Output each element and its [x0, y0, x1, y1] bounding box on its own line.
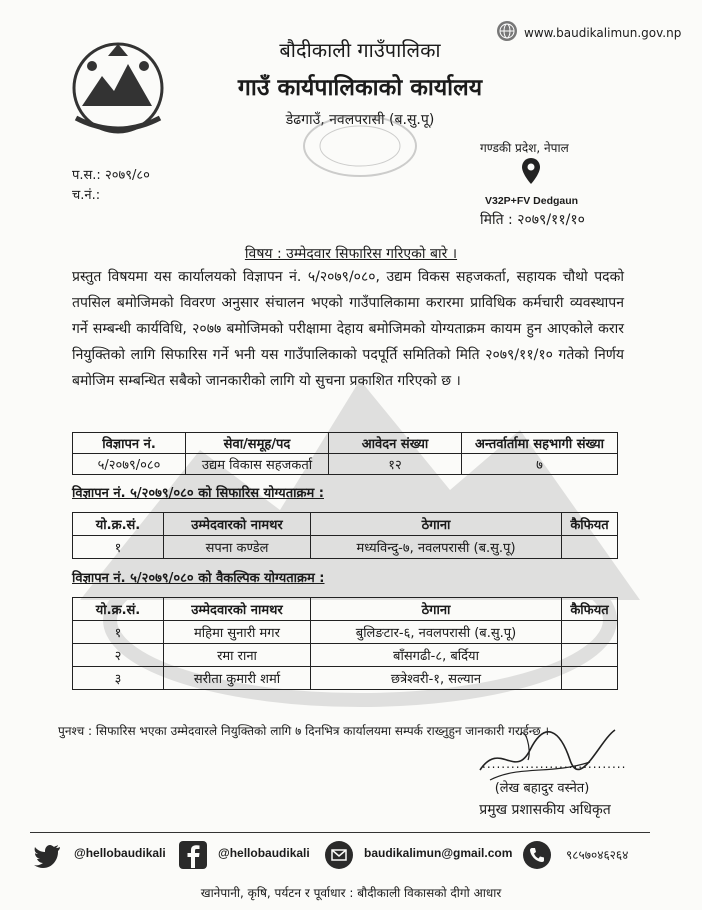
- patra-sankhya: प.स.: २०७९/८०: [72, 168, 150, 183]
- table-header-row: [73, 598, 618, 621]
- table-header: ठेगाना: [311, 513, 562, 536]
- table-cell: [562, 621, 618, 644]
- office-name: गाउँ कार्यपालिकाको कार्यालय: [237, 75, 483, 101]
- signatory-name: (लेख बहादुर वस्नेत): [494, 781, 590, 796]
- table-row: [73, 644, 618, 667]
- table-cell: महिमा सुनारी मगर: [164, 621, 311, 644]
- table-cell: १: [73, 536, 164, 559]
- office-address: डेढगाउँ, नवलपरासी (ब.सु.पू): [285, 112, 435, 128]
- location-pin-icon: [522, 158, 540, 184]
- province-label: गण्डकी प्रदेश, नेपाल: [480, 141, 569, 155]
- table-cell: रमा राना: [164, 644, 311, 667]
- table-header: उम्मेदवारको नामथर: [164, 598, 311, 621]
- facebook-icon: [178, 840, 208, 870]
- subject-text: विषय : उम्मेदवार सिफारिस गरिएको बारे ।: [244, 246, 458, 262]
- table-cell: मध्यविन्दु-७, नवलपरासी (ब.सु.पू): [311, 536, 562, 559]
- chalani-number: च.नं.:: [72, 188, 101, 203]
- table-cell: ७: [462, 454, 618, 475]
- subject-line: [0, 244, 702, 263]
- table-row: [73, 454, 618, 475]
- table-cell: [562, 667, 618, 690]
- office-stamp: [300, 112, 420, 180]
- table-header: कैफियत: [562, 598, 618, 621]
- municipality-name: बौदीकाली गाउँपालिका: [279, 38, 441, 62]
- footer-tagline: खानेपानी, कृषि, पर्यटन र पूर्वाधार : बौदीकाली विकासको दीगो आधार: [200, 886, 502, 900]
- table-cell: बुलिङटार-६, नवलपरासी (ब.सु.पू): [311, 621, 562, 644]
- recommended-table: [72, 512, 618, 559]
- website-link[interactable]: www.baudikalimun.gov.np: [524, 26, 682, 40]
- email-address[interactable]: baudikalimun@gmail.com: [364, 846, 513, 860]
- table-cell: उद्यम विकास सहजकर्ता: [186, 454, 329, 475]
- table-cell: ५/२०७९/०८०: [73, 454, 186, 475]
- table-cell: ३: [73, 667, 164, 690]
- table-header: ठेगाना: [311, 598, 562, 621]
- table-row: [73, 667, 618, 690]
- table-cell: १: [73, 621, 164, 644]
- letter-date: मिति : २०७९/११/१०: [480, 212, 585, 228]
- table-cell: १२: [329, 454, 462, 475]
- table-header-row: [73, 433, 618, 454]
- signature-line: ..............................: [482, 757, 627, 771]
- table-cell: २: [73, 644, 164, 667]
- table-cell: छत्रेश्वरी-१, सल्यान: [311, 667, 562, 690]
- table-header: विज्ञापन नं.: [73, 433, 186, 454]
- table-header: सेवा/समूह/पद: [186, 433, 329, 454]
- twitter-handle[interactable]: @hellobaudikali: [74, 846, 166, 860]
- mail-icon: [324, 840, 354, 870]
- nepal-emblem-icon: [62, 36, 174, 138]
- phone-icon: [522, 840, 552, 870]
- table-header-row: [73, 513, 618, 536]
- table-header: उम्मेदवारको नामथर: [164, 513, 311, 536]
- signatory-title: प्रमुख प्रशासकीय अधिकृत: [479, 802, 611, 818]
- alternate-section-title: विज्ञापन नं. ५/२०७९/०८० को वैकल्पिक योग्यताक्रम :: [72, 571, 325, 586]
- vacancy-table: [72, 432, 618, 475]
- table-cell: बाँसगढी-८, बर्दिया: [311, 644, 562, 667]
- table-row: [73, 536, 618, 559]
- table-cell: [562, 536, 618, 559]
- facebook-handle[interactable]: @hellobaudikali: [218, 846, 310, 860]
- table-cell: सपना कण्डेल: [164, 536, 311, 559]
- table-header: अन्तर्वार्तामा सहभागी संख्या: [462, 433, 618, 454]
- alternate-table: [72, 597, 618, 690]
- footer-divider: [30, 832, 650, 833]
- table-row: [73, 621, 618, 644]
- globe-icon: [496, 20, 518, 42]
- body-paragraph: प्रस्तुत विषयमा यस कार्यालयको विज्ञापन नं. ५/२०७९/०८०, उद्यम विकस सहजकर्ता, सहायक चौथो पदको तपसिल बमोजिमको विवरण अनुसार संचालन भएको गाउँपालिकामा करारमा प्राविधिक कर्मचारी व्यवस्थापन गर्ने सम्बन्धी कार्यविधि, २०७७ बमोजिमको परीक्षामा देहाय बमोजिमको योग्यताक्रम कायम हुन आएकोले करार नियुक्तिको लागि सिफारिस गर्ने भनी यस गाउँपालिकाको पदपूर्ति समितिको मिति २०७९/११/१० गतेको निर्णय बमोजिम सम्बन्धित सबैको जानकारीको लागि यो सुचना प्रकाशित गरिएको छ ।: [72, 269, 624, 389]
- table-cell: सरीता कुमारी शर्मा: [164, 667, 311, 690]
- table-cell: [562, 644, 618, 667]
- postscript-note: पुनश्च : सिफारिस भएका उम्मेदवारले नियुक्तिको लागि ७ दिनभित्र कार्यालयमा सम्पर्क राख्नुहुन जानकारी गराईन्छ ।: [58, 724, 549, 738]
- plus-code: V32P+FV Dedgaun: [485, 195, 579, 207]
- table-header: आवेदन संख्या: [329, 433, 462, 454]
- table-header: यो.क्र.सं.: [73, 598, 164, 621]
- table-header: यो.क्र.सं.: [73, 513, 164, 536]
- recommended-section-title: विज्ञापन नं. ५/२०७९/०८० को सिफारिस योग्यताक्रम :: [72, 486, 324, 501]
- twitter-icon: [32, 840, 62, 870]
- table-header: कैफियत: [562, 513, 618, 536]
- phone-number[interactable]: ९८५७०४६२६४: [566, 848, 629, 862]
